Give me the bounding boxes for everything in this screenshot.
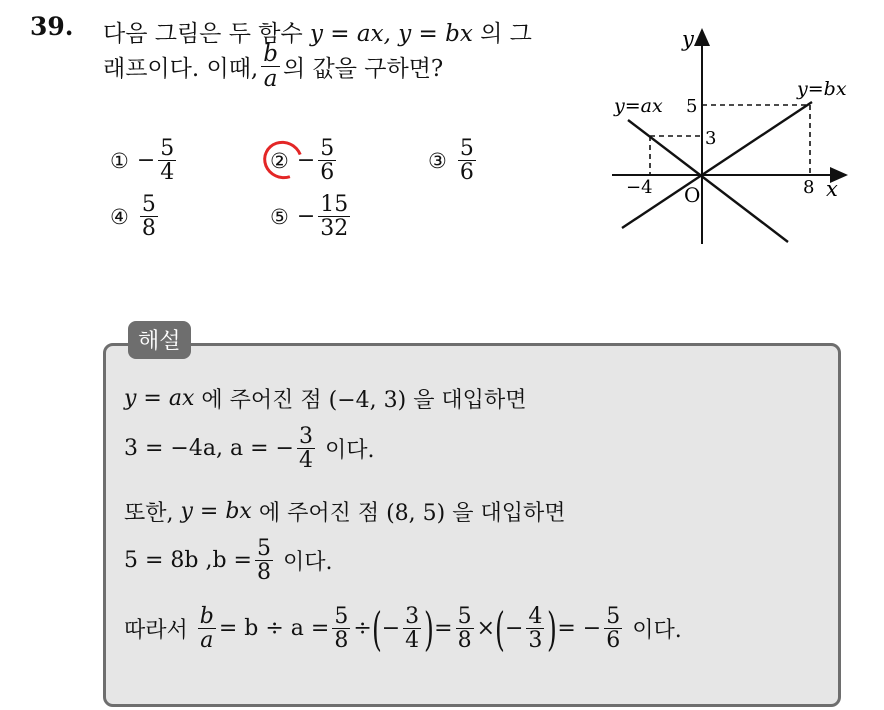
origin-label: O (684, 183, 701, 207)
equals-sign: = − (557, 616, 602, 642)
choice-marker: ③ (428, 148, 447, 173)
answer-circle-mark (257, 134, 309, 185)
fraction-b-over-a (261, 42, 280, 91)
coordinate-graph (600, 22, 860, 254)
choice-denominator: 6 (320, 160, 335, 186)
solution-line-4 (124, 537, 333, 584)
tick-5: 5 (686, 96, 698, 117)
equation: = b ÷ a = (218, 616, 330, 642)
solution-text: 이다. (632, 618, 682, 644)
choice-4[interactable] (110, 193, 161, 240)
choice-sign: − (296, 204, 316, 230)
fraction-denominator: 4 (405, 628, 420, 654)
fraction-numerator: 5 (457, 604, 472, 629)
solution-tag: 해설 (128, 321, 191, 359)
solution-text: 또한, (124, 501, 174, 526)
equation: 5 = 8b ,b = (124, 548, 252, 574)
fraction-denominator: a (200, 628, 214, 654)
fraction-numerator: 5 (334, 604, 349, 629)
choice-5[interactable] (270, 193, 353, 240)
choice-sign: − (296, 148, 316, 174)
x-axis-label: x (826, 177, 838, 201)
solution-line-2 (124, 425, 374, 472)
divide-sign: ÷ (353, 616, 372, 642)
right-paren: ) (424, 601, 435, 656)
minus-sign: − (381, 616, 401, 642)
fraction-numerator: 4 (528, 604, 543, 629)
right-paren: ) (547, 601, 558, 656)
solution-text: 에 주어진 점 (−4, 3) 을 대입하면 (201, 388, 527, 413)
choice-numerator: 5 (459, 136, 474, 161)
choice-numerator: 5 (320, 136, 335, 161)
choice-marker: ④ (110, 204, 129, 229)
choice-numerator: 15 (320, 192, 349, 217)
equation: 3 = −4a, (124, 436, 223, 462)
choice-marker: ① (110, 148, 129, 173)
minus-sign: − (504, 616, 524, 642)
choice-1[interactable] (110, 137, 179, 184)
choice-3[interactable] (428, 137, 479, 184)
fraction-denominator: 6 (606, 628, 621, 654)
fraction-numerator: 3 (405, 604, 420, 629)
equation: a = − (229, 436, 294, 462)
line-a-label: y=ax (614, 95, 663, 117)
function-bx: y = bx (398, 21, 473, 47)
choice-numerator: 5 (160, 136, 175, 161)
solution-text: 따라서 (124, 618, 188, 644)
question-line-2 (103, 42, 443, 91)
choice-denominator: 32 (320, 216, 349, 242)
fraction-denominator: 8 (334, 628, 349, 654)
left-paren: ( (495, 601, 505, 656)
choice-marker-glyph: ② (270, 148, 289, 173)
fraction-numerator: b (263, 41, 278, 67)
solution-line-1 (124, 383, 526, 414)
times-sign: × (476, 616, 495, 642)
fraction-denominator: 3 (528, 628, 543, 654)
tick-3: 3 (705, 128, 717, 149)
tick-neg4: −4 (626, 177, 653, 198)
fraction-denominator: 4 (298, 448, 313, 474)
function-ax: y = ax, (310, 21, 391, 47)
question-text: 의 값을 구하면? (282, 56, 444, 83)
fraction-numerator: 5 (257, 536, 271, 561)
fraction-denominator: a (263, 66, 278, 93)
solution-text: 에 주어진 점 (8, 5) 을 대입하면 (258, 501, 566, 526)
left-paren: ( (371, 601, 382, 656)
line-b-label: y=bx (797, 78, 847, 100)
tick-8: 8 (803, 177, 815, 198)
choice-marker: ⑤ (270, 204, 289, 229)
equals-sign: = (434, 616, 453, 642)
choice-marker (270, 149, 289, 173)
question-text: 다음 그림은 두 함수 (103, 21, 303, 47)
fraction-numerator: b (199, 604, 214, 629)
choice-denominator: 4 (160, 160, 175, 186)
y-axis-label: y (682, 27, 694, 51)
equation: y = ax (124, 386, 195, 411)
solution-text: 이다. (283, 550, 333, 576)
question-text: 래프이다. 이때, (103, 56, 259, 83)
fraction-numerator: 3 (298, 424, 313, 449)
question-number: 39. (30, 12, 74, 41)
choice-sign: − (136, 148, 156, 174)
question-text: 의 그 (480, 21, 532, 47)
fraction-numerator: 5 (606, 604, 621, 629)
choice-denominator: 8 (141, 216, 156, 242)
fraction-denominator: 8 (457, 628, 472, 654)
choice-denominator: 6 (459, 160, 474, 186)
choice-2[interactable] (270, 137, 339, 184)
solution-line-3 (124, 496, 565, 527)
solution-line-5 (124, 601, 682, 656)
choice-numerator: 5 (141, 192, 156, 217)
fraction-denominator: 8 (257, 560, 271, 586)
solution-text: 이다. (324, 438, 375, 464)
equation: y = bx (180, 499, 252, 524)
